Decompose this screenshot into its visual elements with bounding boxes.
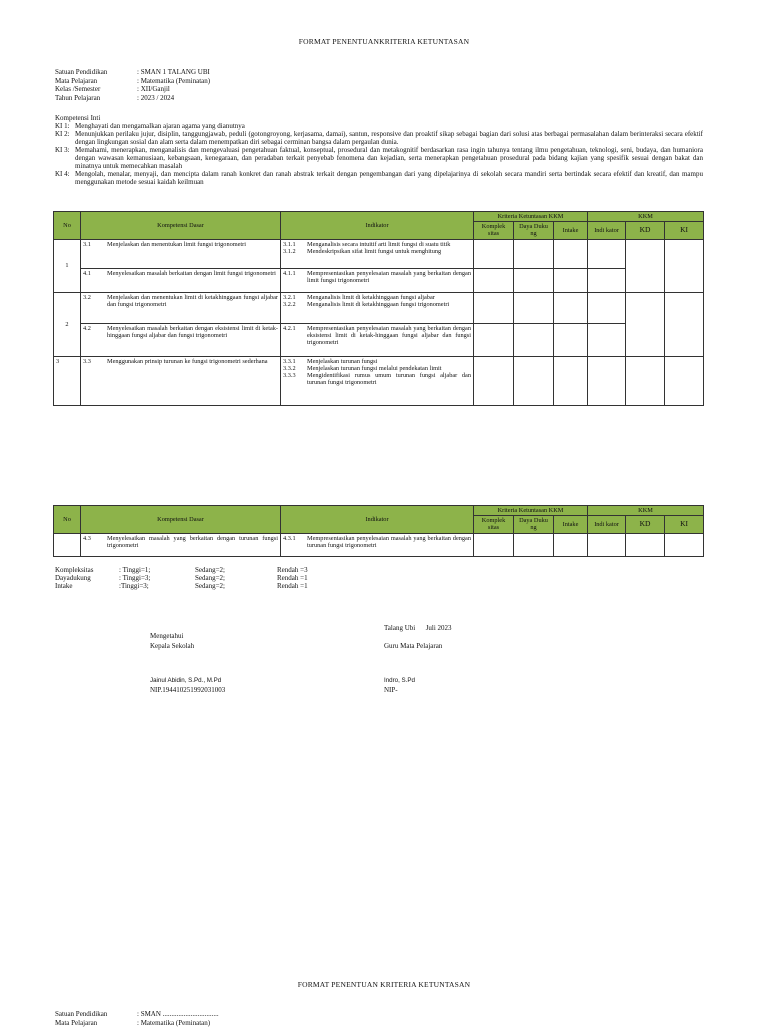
indikator-number: 4.3.1 — [283, 534, 296, 542]
legend-block — [55, 566, 308, 590]
kd-number: 4.1 — [83, 269, 91, 277]
score-cell[interactable] — [554, 533, 588, 556]
indikator-number: 3.1.2 — [283, 247, 296, 255]
principal-title: Kepala Sekolah — [150, 642, 195, 650]
meta-label: Mata Pelajaran — [55, 76, 98, 85]
score-cell[interactable] — [554, 292, 588, 323]
legend-value: Rendah =1 — [277, 574, 308, 582]
meta-value: : 2023 / 2024 — [137, 93, 175, 102]
score-cell[interactable] — [474, 356, 514, 405]
table-row — [54, 239, 704, 268]
ki-label: KI 4: — [55, 170, 70, 179]
indikator-number: 3.2.1 — [283, 293, 296, 301]
kkm-table-continued — [53, 505, 704, 557]
table-row — [54, 533, 704, 556]
meta-label: Mata Pelajaran — [55, 1018, 98, 1027]
meta-label: Kelas /Semester — [55, 85, 101, 94]
kd-text: Menyelesaikan masalah berkaitan dengan eksistensi limit di ketak-hinggaan fungsi aljabar dan fungsi trigonometri — [107, 324, 278, 339]
kd-number: 4.3 — [83, 534, 91, 542]
score-cell[interactable] — [554, 268, 588, 292]
indikator-text: Mempresentasikan penyelesaian masalah yang berkaitan dengan turunan fungsi trigonometri — [307, 534, 471, 549]
kd-number: 4.2 — [83, 324, 91, 332]
score-cell[interactable] — [626, 356, 665, 405]
kd-number: 3.3 — [83, 357, 91, 365]
row-number: 1 — [54, 239, 81, 292]
score-cell[interactable] — [514, 292, 554, 323]
kd-text: Menyelesaikan masalah yang berkaitan dengan turunan fungsi trigonometri — [107, 534, 278, 549]
table-row — [54, 323, 704, 356]
ki-label: KI 2: — [55, 130, 70, 139]
score-cell[interactable] — [665, 239, 704, 292]
indikator-text: Menganalisis secara intuitif arti limit fungsi di suatu titik — [307, 240, 451, 248]
score-cell[interactable] — [588, 292, 626, 323]
table-row — [54, 268, 704, 292]
col-header-indikator-kkm: Indi kator — [588, 222, 626, 239]
principal-name: Jainul Abidin, S.Pd., M.Pd — [150, 677, 222, 684]
indikator-number: 3.3.2 — [283, 364, 296, 372]
indikator-text: Menganalisis limit di ketakhinggaan fungsi trigonometri — [307, 300, 450, 308]
col-header-no: No — [54, 506, 81, 534]
meta-label: Satuan Pendidikan — [55, 68, 108, 76]
legend-value: Rendah =3 — [277, 566, 308, 574]
table-row — [54, 292, 704, 323]
legend-value: :Tinggi=3; — [119, 582, 149, 590]
score-cell[interactable] — [665, 356, 704, 405]
col-header-ki-kkm: KI — [665, 222, 704, 239]
score-cell[interactable] — [514, 239, 554, 268]
score-cell[interactable] — [626, 292, 665, 356]
ki-label: KI 3: — [55, 146, 70, 155]
legend-value: : Tinggi=1; — [119, 566, 151, 574]
ki-text: Menunjukkan perilaku jujur, disiplin, tanggungjawab, peduli (gotongroyong, kerjasama, damai), santun, responsive dan proaktif sikap sebagai bagian dari solusi atas berbagai permasalahan dalam berinteraksi secara efektif dengan lingkungan sosial dan alam serta dalam menempatkan diri sebagai cerminan bangsa dalam pergaulan dunia. — [75, 130, 703, 147]
score-cell[interactable] — [474, 533, 514, 556]
score-cell[interactable] — [665, 292, 704, 356]
score-cell[interactable] — [588, 239, 626, 268]
indikator-number: 4.2.1 — [283, 324, 296, 332]
teacher-title: Guru Mata Pelajaran — [384, 642, 443, 650]
principal-nip: NIP.194410251992031003 — [150, 686, 226, 694]
kd-text: Menyelesaikan masalah berkaitan dengan limit fungsi trigonometri — [107, 269, 276, 277]
score-cell[interactable] — [626, 533, 665, 556]
kkm-table — [53, 211, 704, 406]
score-cell[interactable] — [514, 356, 554, 405]
ki-label: KI 1: — [55, 122, 70, 131]
col-header-kompleksitas: Komplek sitas — [474, 222, 514, 239]
col-header-kd-kkm: KD — [626, 222, 665, 239]
indikator-number: 3.1.1 — [283, 240, 296, 248]
identity-block-next — [55, 1010, 219, 1027]
legend-value: : Tinggi=3; — [119, 574, 151, 582]
col-header-dayadukung: Daya Duku ng — [514, 222, 554, 239]
score-cell[interactable] — [554, 323, 588, 356]
score-cell[interactable] — [474, 239, 514, 268]
col-header-kompleksitas: Komplek sitas — [474, 516, 514, 533]
row-number — [54, 533, 81, 556]
col-header-intake: Intake — [554, 516, 588, 533]
page-title: FORMAT PENENTUANKRITERIA KETUNTASAN — [298, 37, 470, 46]
meta-value: : Matematika (Peminatan) — [137, 1018, 211, 1027]
row-number: 3 — [54, 356, 81, 405]
col-header-ki-kkm: KI — [665, 516, 704, 533]
ki-heading: Kompetensi Inti — [55, 114, 101, 122]
score-cell[interactable] — [626, 239, 665, 292]
indikator-text: Mengidentifikasi rumus umum turunan fungsi aljabar dan turunan fungsi trigonometri — [307, 372, 471, 387]
kd-text: Menjelaskan dan menentukan limit fungsi trigonometri — [107, 240, 247, 248]
meta-value: : SMAN 1 TALANG UBI — [137, 68, 210, 76]
meta-value: : Matematika (Peminatan) — [137, 76, 211, 85]
score-cell[interactable] — [588, 323, 626, 356]
col-header-kriteria: Kriteria Ketuntasan KKM — [474, 506, 588, 516]
indikator-number: 3.3.1 — [283, 357, 296, 365]
legend-label: Dayadukung — [55, 574, 91, 582]
score-cell[interactable] — [514, 323, 554, 356]
score-cell[interactable] — [514, 268, 554, 292]
meta-value: : SMAN ................................ — [137, 1010, 219, 1018]
legend-value: Sedang=2; — [195, 582, 225, 590]
score-cell[interactable] — [588, 533, 626, 556]
col-header-indikator: Indikator — [281, 212, 474, 240]
indikator-text: Mempresentasikan penyelesaian masalah yang berkaitan dengan limit fungsi trigonometri — [307, 269, 471, 284]
teacher-name: Indro, S.Pd — [384, 677, 415, 684]
indikator-text: Menjelaskan turunan fungsi melalui pendekatan limit — [307, 364, 442, 372]
page-title-next: FORMAT PENENTUAN KRITERIA KETUNTASAN — [297, 980, 471, 989]
col-header-indikator: Indikator — [281, 506, 474, 534]
col-header-kkm: KKM — [588, 506, 704, 516]
legend-value: Sedang=2; — [195, 574, 225, 582]
meta-value: : XII/Ganjil — [137, 85, 170, 94]
score-cell[interactable] — [588, 356, 626, 405]
score-cell[interactable] — [588, 268, 626, 292]
kd-text: Menggunakan prinsip turunan ke fungsi trigonometri sederhana — [107, 357, 268, 365]
kd-text: Menjelaskan dan menentukan limit di ketakhinggaan fungsi aljabar dan fungsi trigonometri — [107, 293, 278, 308]
table-row — [54, 356, 704, 405]
score-cell[interactable] — [514, 533, 554, 556]
kompetensi-inti-block — [55, 114, 703, 186]
col-header-kkm: KKM — [588, 212, 704, 222]
col-header-no: No — [54, 212, 81, 240]
legend-label: Intake — [55, 582, 73, 590]
kd-number: 3.1 — [83, 240, 91, 248]
col-header-kd: Kompetensi Dasar — [81, 212, 281, 240]
score-cell[interactable] — [554, 356, 588, 405]
score-cell[interactable] — [554, 239, 588, 268]
indikator-text: Mendeskripsikan sifat limit fungsi untuk menghitung — [307, 247, 442, 255]
place-date: Talang Ubi Juli 2023 — [384, 624, 452, 632]
col-header-kriteria: Kriteria Ketuntasan KKM — [474, 212, 588, 222]
col-header-dayadukung: Daya Duku ng — [514, 516, 554, 533]
score-cell[interactable] — [474, 292, 514, 323]
indikator-number: 3.2.2 — [283, 300, 296, 308]
approval-label: Mengetahui — [150, 632, 184, 640]
ki-text: Mengolah, menalar, menyaji, dan mencipta dalam ranah konkret dan ranah abstrak terkait dengan pengembangan dari yang dipelajarinya di sekolah secara mandiri serta bertindak secara efektif dan kreatif, dan mampu menggunakan metode sesuai kaidah keilmuan — [75, 170, 703, 187]
score-cell[interactable] — [474, 268, 514, 292]
indikator-text: Mempresentasikan penyelesaian masalah yang berkaitan dengan eksistensi limit di ketak-hinggaan fungsi aljabar dan fungsi trigonometri — [307, 324, 471, 347]
ki-text: Menghayati dan mengamalkan ajaran agama yang dianutnya — [75, 122, 245, 131]
col-header-indikator-kkm: Indi kator — [588, 516, 626, 533]
legend-value: Rendah =1 — [277, 582, 308, 590]
meta-label: Tahun Pelajaran — [55, 93, 101, 102]
score-cell[interactable] — [665, 533, 704, 556]
col-header-intake: Intake — [554, 222, 588, 239]
ki-text: Memahami, menerapkan, menganalisis dan mengevaluasi pengetahuan faktual, konseptual, prosedural dan metakognitif berdasarkan rasa ingin tahunya tentang ilmu pengetahuan, teknologi, seni, budaya, dan humaniora dengan wawasan kemanusiaan, kebangsaan, kenegaraan, dan peradaban terkait penyebab fenomena dan kejadian, serta menerapkan pengetahuan prosedural pada bidang kajian yang spesifik sesuai dengan bakat dan minatnya untuk memecahkan masalah — [75, 146, 703, 171]
legend-value: Sedang=2; — [195, 566, 225, 574]
row-number: 2 — [54, 292, 81, 356]
col-header-kd-kkm: KD — [626, 516, 665, 533]
indikator-number: 3.3.3 — [283, 372, 296, 380]
indikator-number: 4.1.1 — [283, 269, 296, 277]
indikator-text: Menganalisis limit di ketakhinggaan fungsi aljabar — [307, 293, 435, 301]
indikator-text: Menjelaskan turunan fungsi — [307, 357, 378, 365]
meta-label: Satuan Pendidikan — [55, 1010, 108, 1018]
identity-block — [55, 68, 210, 102]
teacher-nip: NIP- — [384, 686, 398, 694]
legend-label: Kompleksitas — [55, 566, 94, 574]
score-cell[interactable] — [474, 323, 514, 356]
col-header-kd: Kompetensi Dasar — [81, 506, 281, 534]
kd-number: 3.2 — [83, 293, 91, 301]
